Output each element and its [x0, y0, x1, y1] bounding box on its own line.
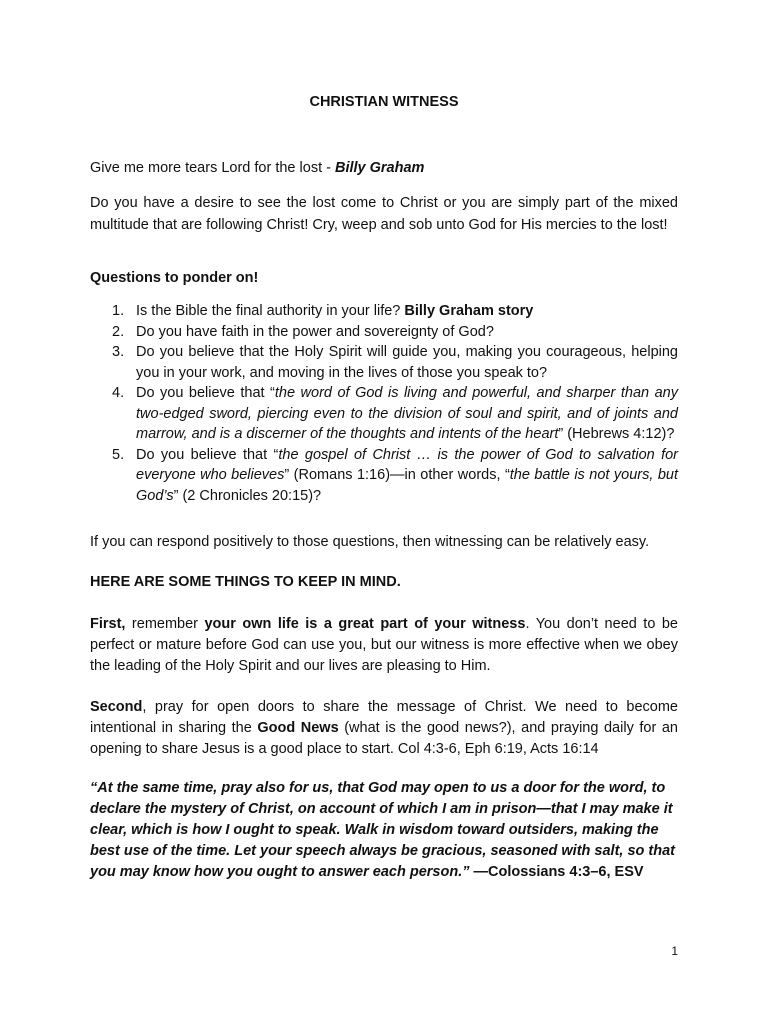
question-text-pre: Do you believe that “: [136, 385, 275, 401]
quote-text: Give me more tears Lord for the lost -: [90, 160, 331, 176]
questions-heading: [90, 268, 678, 289]
question-scripture: the word of God is living and powerful, and sharper than any two-edged sword, piercing even to the division of soul and spirit, and of joints and marrow, and is a discerner of the thoughts and intents of the heart: [136, 385, 678, 442]
first-text: remember: [125, 616, 205, 632]
first-bold: your own life is a great part of your witness: [204, 616, 526, 632]
section-heading: [90, 572, 678, 593]
question-text: Do you have faith in the power and sovereignty of God?: [136, 323, 494, 340]
quote-line: [90, 158, 678, 179]
list-item: [90, 383, 678, 445]
questions-heading-text: Questions to ponder on!: [90, 270, 259, 286]
questions-list: [90, 301, 678, 506]
question-scripture: the battle is not yours, but God’s: [136, 467, 678, 504]
list-item: [90, 445, 678, 507]
question-text: Is the Bible the final authority in your life?: [136, 303, 401, 319]
colossians-quote: [90, 778, 678, 883]
list-number: 5.: [112, 446, 125, 463]
list-number: 4.: [112, 385, 125, 401]
second-lead: Second: [90, 699, 143, 715]
question-scripture: the gospel of Christ … is the power of God to salvation for everyone who believes: [136, 446, 678, 483]
second-bold: Good News: [257, 720, 339, 736]
first-lead: First,: [90, 616, 126, 632]
question-text-post: ” (Hebrews 4:12)?: [558, 426, 675, 442]
list-number: 1.: [112, 303, 125, 319]
question-bold: Billy Graham story: [404, 303, 534, 319]
list-number: 3.: [112, 344, 125, 360]
list-item: [90, 322, 678, 343]
page-number: 1: [671, 944, 678, 958]
question-text-pre: Do you believe that “: [136, 446, 279, 463]
quote-reference: —Colossians 4:3–6, ESV: [469, 864, 644, 880]
first-text: . You don’t need to be perfect or mature before God can use you, but our witness is more effective when we obey the leading of the Holy Spirit and our lives are pleasing to Him.: [90, 616, 678, 674]
intro-paragraph: Do you have a desire to see the lost come to Christ or you are simply part of the mixed multitude that are following Christ! Cry, weep and sob unto God for His mercies to the lost!: [90, 195, 678, 233]
document-title: CHRISTIAN WITNESS: [309, 94, 459, 110]
question-text-post: ” (2 Chronicles 20:15)?: [173, 487, 322, 504]
list-number: 2.: [112, 323, 125, 340]
section-heading-text: HERE ARE SOME THINGS TO KEEP IN MIND.: [90, 574, 401, 590]
second-paragraph: [90, 697, 678, 760]
list-item: [90, 301, 678, 322]
question-text-mid: ” (Romans 1:16)—in other words, “: [284, 467, 510, 483]
quote-author: Billy Graham: [334, 160, 425, 176]
list-item: [90, 342, 678, 383]
second-text: , pray for open doors to share the message of Christ. We need to become intentional in sharing the: [90, 699, 678, 736]
question-text: Do you believe that the Holy Spirit will guide you, making you courageous, helping you in your work, and moving in the lives of those you speak to?: [136, 344, 678, 381]
first-paragraph: [90, 614, 678, 677]
second-text: (what is the good news?), and praying daily for an opening to share Jesus is a good place to start. Col 4:3-6, Eph 6:19, Acts 16:14: [90, 720, 678, 757]
quote-scripture: “At the same time, pray also for us, that God may open to us a door for the word, to declare the mystery of Christ, on account of which I am in prison—that I may make it clear, which is how I ought to speak. Walk in wisdom toward outsiders, making the best use of the time. Let your speech always be gracious, seasoned with salt, so that you may know how you ought to answer each person.”: [90, 780, 675, 880]
respond-paragraph: If you can respond positively to those questions, then witnessing can be relatively easy.: [90, 534, 650, 550]
